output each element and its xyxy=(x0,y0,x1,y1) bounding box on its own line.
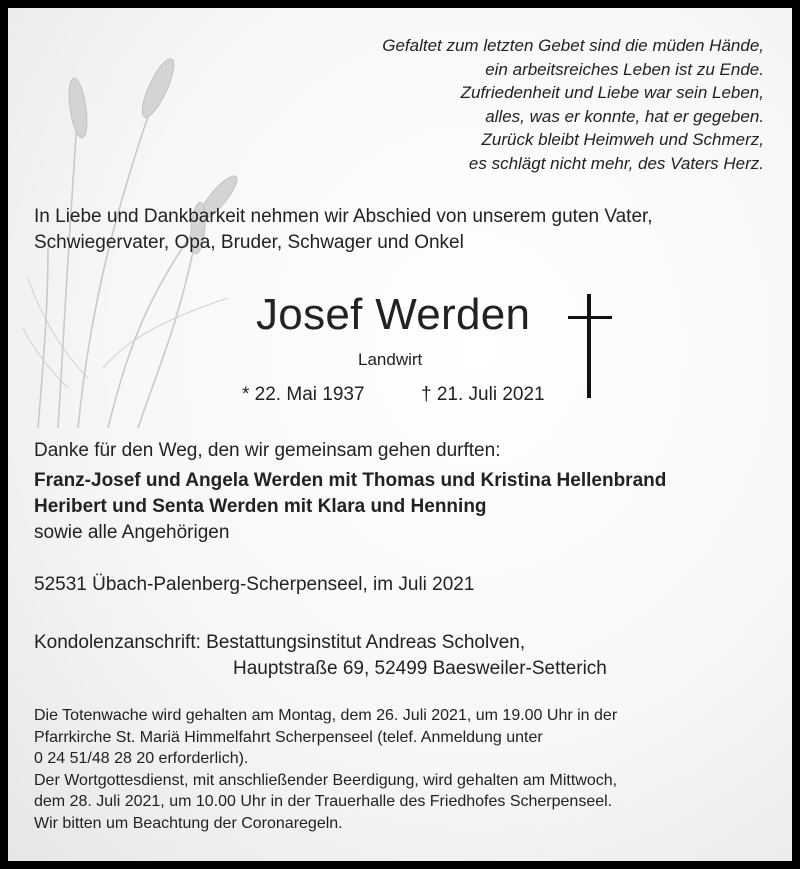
poem-line: alles, was er konnte, hat er gegeben. xyxy=(485,106,764,126)
death-date: † 21. Juli 2021 xyxy=(421,384,545,405)
condolence-line: Kondolenzanschrift: Bestattungsinstitut Andreas Scholven, xyxy=(34,632,526,653)
cross-icon xyxy=(568,294,612,398)
service-details xyxy=(34,705,774,834)
details-line: Pfarrkirche St. Mariä Himmelfahrt Scherpenseel (telef. Anmeldung unter xyxy=(34,728,543,746)
condolence-line: Hauptstraße 69, 52499 Baesweiler-Setterich xyxy=(233,658,607,679)
family-closing: sowie alle Angehörigen xyxy=(34,522,230,543)
details-line: 0 24 51/48 28 20 erforderlich). xyxy=(34,750,249,767)
family-list xyxy=(34,468,666,546)
intro-line: Schwiegervater, Opa, Bruder, Schwager und Onkel xyxy=(34,232,464,253)
place-date: 52531 Übach-Palenberg-Scherpenseel, im Juli 2021 xyxy=(34,574,475,595)
details-line: Der Wortgottesdienst, mit anschließender Beerdigung, wird gehalten am Mittwoch, xyxy=(34,771,618,789)
family-line: Franz-Josef und Angela Werden mit Thomas und Kristina Hellenbrand xyxy=(34,470,667,491)
thanks-line: Danke für den Weg, den wir gemeinsam gehen durften: xyxy=(34,440,501,461)
poem-line: Gefaltet zum letzten Gebet sind die müden Hände, xyxy=(382,36,764,55)
details-line: Die Totenwache wird gehalten am Montag, dem 26. Juli 2021, um 19.00 Uhr in der xyxy=(34,707,618,724)
condolence-address xyxy=(34,630,607,682)
intro-text xyxy=(34,204,774,256)
details-line: Wir bitten um Beachtung der Coronaregeln. xyxy=(34,814,343,832)
poem-line: Zurück bleibt Heimweh und Schmerz, xyxy=(481,130,764,149)
intro-line: In Liebe und Dankbarkeit nehmen wir Abschied von unserem guten Vater, xyxy=(34,206,653,227)
obituary-card xyxy=(8,8,792,861)
poem-line: es schlägt nicht mehr, des Vaters Herz. xyxy=(468,153,764,173)
details-line: dem 28. Juli 2021, um 10.00 Uhr in der Trauerhalle des Friedhofes Scherpenseel. xyxy=(34,793,613,810)
deceased-occupation: Landwirt xyxy=(358,350,423,369)
birth-date: * 22. Mai 1937 xyxy=(242,384,365,405)
poem xyxy=(382,34,764,175)
poem-line: ein arbeitsreiches Leben ist zu Ende. xyxy=(485,59,764,79)
family-line: Heribert und Senta Werden mit Klara und Henning xyxy=(34,496,487,517)
deceased-name: Josef Werden xyxy=(256,290,531,339)
poem-line: Zufriedenheit und Liebe war sein Leben, xyxy=(460,83,764,102)
